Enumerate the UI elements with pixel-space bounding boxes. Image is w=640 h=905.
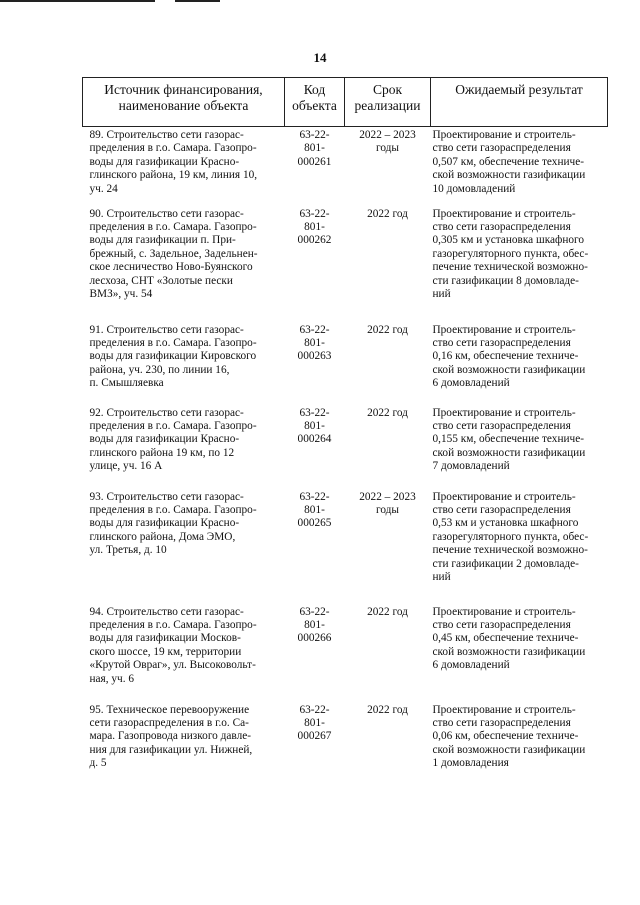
object-name-cell: 91. Строительство сети газорас- пределения в г.о. Самара. Газопро- воды для газификации Кировского района, уч. 230, по линии 16, п. Смышляевка: [89, 323, 257, 390]
object-name-cell: 89. Строительство сети газорас- пределения в г.о. Самара. Газопро- воды для газификации Красно- глинского района, 19 км, линия 10, уч. 24: [89, 129, 258, 195]
result-cell: Проектирование и строитель- ство сети газораспределения 0,16 км, обеспечение техниче- ской возможности газификации 6 домовладений: [432, 323, 586, 390]
object-code-cell: 63-22- 801- 000264: [297, 406, 332, 446]
header-expected-result: Ожидаемый результат: [431, 78, 608, 127]
term-cell: 2022 – 2023 годы: [359, 490, 416, 516]
object-name-cell: 93. Строительство сети газорас- пределения в г.о. Самара. Газопро- воды для газификации Красно- глинского района, Дома ЭМО, ул. Третья, д. 10: [89, 490, 257, 557]
term-cell: 2022 год: [367, 207, 408, 220]
object-code-cell: 63-22- 801- 000261: [297, 129, 332, 168]
object-name-cell: 94. Строительство сети газорас- пределения в г.о. Самара. Газопро- воды для газификации Москов- ского шоссе, 19 км, территории «Крутой Овраг», ул. Высоковольт- ная, уч. 6: [89, 605, 257, 685]
result-cell: Проектирование и строитель- ство сети газораспределения 0,507 км, обеспечение техниче- ской возможности газификации 10 домовладений: [432, 129, 586, 195]
result-cell: Проектирование и строитель- ство сети газораспределения 0,53 км и установка шкафного газорегуляторного пункта, обес- печение технической возможно- сти газификации 2 домовладе- ний: [432, 490, 589, 583]
object-name-cell: 90. Строительство сети газорас- пределения в г.о. Самара. Газопро- воды для газификации п. При- брежный, с. Задельное, Задельнен- ское лесничество Ново-Буянского лесхоза, СНТ «Золотые пески ВМЗ», уч. 54: [89, 207, 258, 300]
term-cell: 2022 год: [367, 406, 408, 419]
object-code-cell: 63-22- 801- 000267: [297, 703, 332, 743]
object-code-cell: 63-22- 801- 000266: [297, 605, 332, 645]
object-code-cell: 63-22- 801- 000262: [297, 207, 332, 247]
result-cell: Проектирование и строитель- ство сети газораспределения 0,305 км и установка шкафного газорегуляторного пункта, обес- печение технической возможно- сти газификации 8 домовладе- ний: [432, 207, 589, 300]
table-row: [83, 407, 608, 491]
page-number: 14: [313, 50, 327, 65]
table-row: [83, 208, 608, 324]
term-cell: 2022 год: [367, 323, 408, 336]
header-source-name: Источник финансирования, наименование объекта: [83, 78, 285, 127]
object-name-cell: 92. Строительство сети газорас- пределения в г.о. Самара. Газопро- воды для газификации Красно- глинского района 19 км, по 12 улице, уч. 16 А: [89, 406, 257, 473]
table-row: [83, 324, 608, 407]
result-cell: Проектирование и строитель- ство сети газораспределения 0,45 км, обеспечение техниче- ской возможности газификации 6 домовладений: [432, 605, 586, 672]
top-rule-right: [175, 0, 220, 2]
financing-table: [82, 77, 608, 784]
table-row: [83, 127, 608, 208]
object-code-cell: 63-22- 801- 000263: [297, 323, 332, 363]
table-row: [83, 704, 608, 784]
top-rule-left: [0, 0, 155, 2]
object-code-cell: 63-22- 801- 000265: [297, 490, 332, 530]
result-cell: Проектирование и строитель- ство сети газораспределения 0,155 км, обеспечение техниче- ской возможности газификации 7 домовладений: [432, 406, 586, 473]
object-name-cell: 95. Техническое перевооружение сети газораспределения в г.о. Са- мара. Газопровода низкого давле- ния для газификации ул. Нижней, д. 5: [89, 703, 253, 770]
table-row: [83, 606, 608, 704]
result-cell: Проектирование и строитель- ство сети газораспределения 0,06 км, обеспечение техниче- ской возможности газификации 1 домовладения: [432, 703, 586, 770]
header-object-code: Код объекта: [285, 78, 345, 127]
table-row: [83, 491, 608, 606]
term-cell: 2022 год: [367, 703, 408, 716]
term-cell: 2022 год: [367, 605, 408, 618]
table-header-row: [83, 78, 608, 127]
term-cell: 2022 – 2023 годы: [359, 129, 416, 155]
header-term: Срок реализации: [345, 78, 431, 127]
